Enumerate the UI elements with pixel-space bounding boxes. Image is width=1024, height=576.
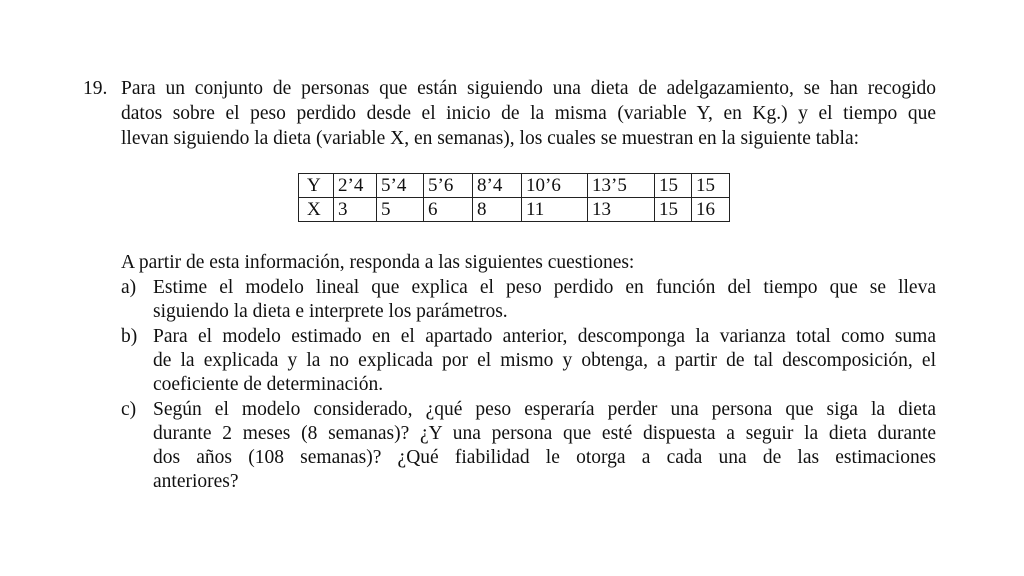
problem-number: 19. [83, 78, 108, 99]
questions-lead: A partir de esta información, responda a las siguientes cuestiones: [121, 252, 635, 273]
table-cell: 15 [655, 198, 692, 222]
question-c-line-2: durante 2 meses (8 semanas)? ¿Y una persona que esté dispuesta a seguir la dieta durante [153, 423, 936, 444]
question-c-line-3: dos años (108 semanas)? ¿Qué fiabilidad le otorga a cada una de las estimaciones [153, 447, 936, 468]
table-cell: 11 [522, 198, 588, 222]
table-cell: 6 [424, 198, 473, 222]
table-cell: 15 [692, 174, 730, 198]
question-c-line-1: Según el modelo considerado, ¿qué peso esperaría perder una persona que siga la dieta [153, 399, 936, 420]
table-row-y [299, 174, 730, 198]
intro-line-3: llevan siguiendo la dieta (variable X, en semanas), los cuales se muestran en la siguiente tabla: [121, 128, 860, 149]
row-label-y: Y [299, 174, 334, 198]
question-a-line-2: siguiendo la dieta e interprete los parámetros. [153, 301, 508, 322]
question-c-label: c) [121, 399, 137, 420]
table-cell: 13’5 [588, 174, 655, 198]
data-table [298, 173, 730, 222]
question-c-line-4: anteriores? [153, 471, 239, 492]
table-cell: 5 [377, 198, 424, 222]
table-cell: 2’4 [334, 174, 377, 198]
question-b-line-2: de la explicada y la no explicada por el mismo y obtenga, a partir de tal descomposición, el [153, 350, 936, 371]
table-cell: 16 [692, 198, 730, 222]
table-cell: 5’6 [424, 174, 473, 198]
intro-line-1: Para un conjunto de personas que están siguiendo una dieta de adelgazamiento, se han recogido [121, 78, 936, 99]
table-cell: 5’4 [377, 174, 424, 198]
table-cell: 15 [655, 174, 692, 198]
table-cell: 13 [588, 198, 655, 222]
question-a-label: a) [121, 277, 137, 298]
question-b-label: b) [121, 326, 138, 347]
table-cell: 8 [473, 198, 522, 222]
question-b-line-1: Para el modelo estimado en el apartado anterior, descomponga la varianza total como suma [153, 326, 936, 347]
question-a-line-1: Estime el modelo lineal que explica el peso perdido en función del tiempo que se lleva [153, 277, 936, 298]
table-cell: 8’4 [473, 174, 522, 198]
table-cell: 3 [334, 198, 377, 222]
question-b-line-3: coeficiente de determinación. [153, 374, 384, 395]
row-label-x: X [299, 198, 334, 222]
intro-line-2: datos sobre el peso perdido desde el inicio de la misma (variable Y, en Kg.) y el tiempo que [121, 103, 936, 124]
table-cell: 10’6 [522, 174, 588, 198]
table-row-x [299, 198, 730, 222]
